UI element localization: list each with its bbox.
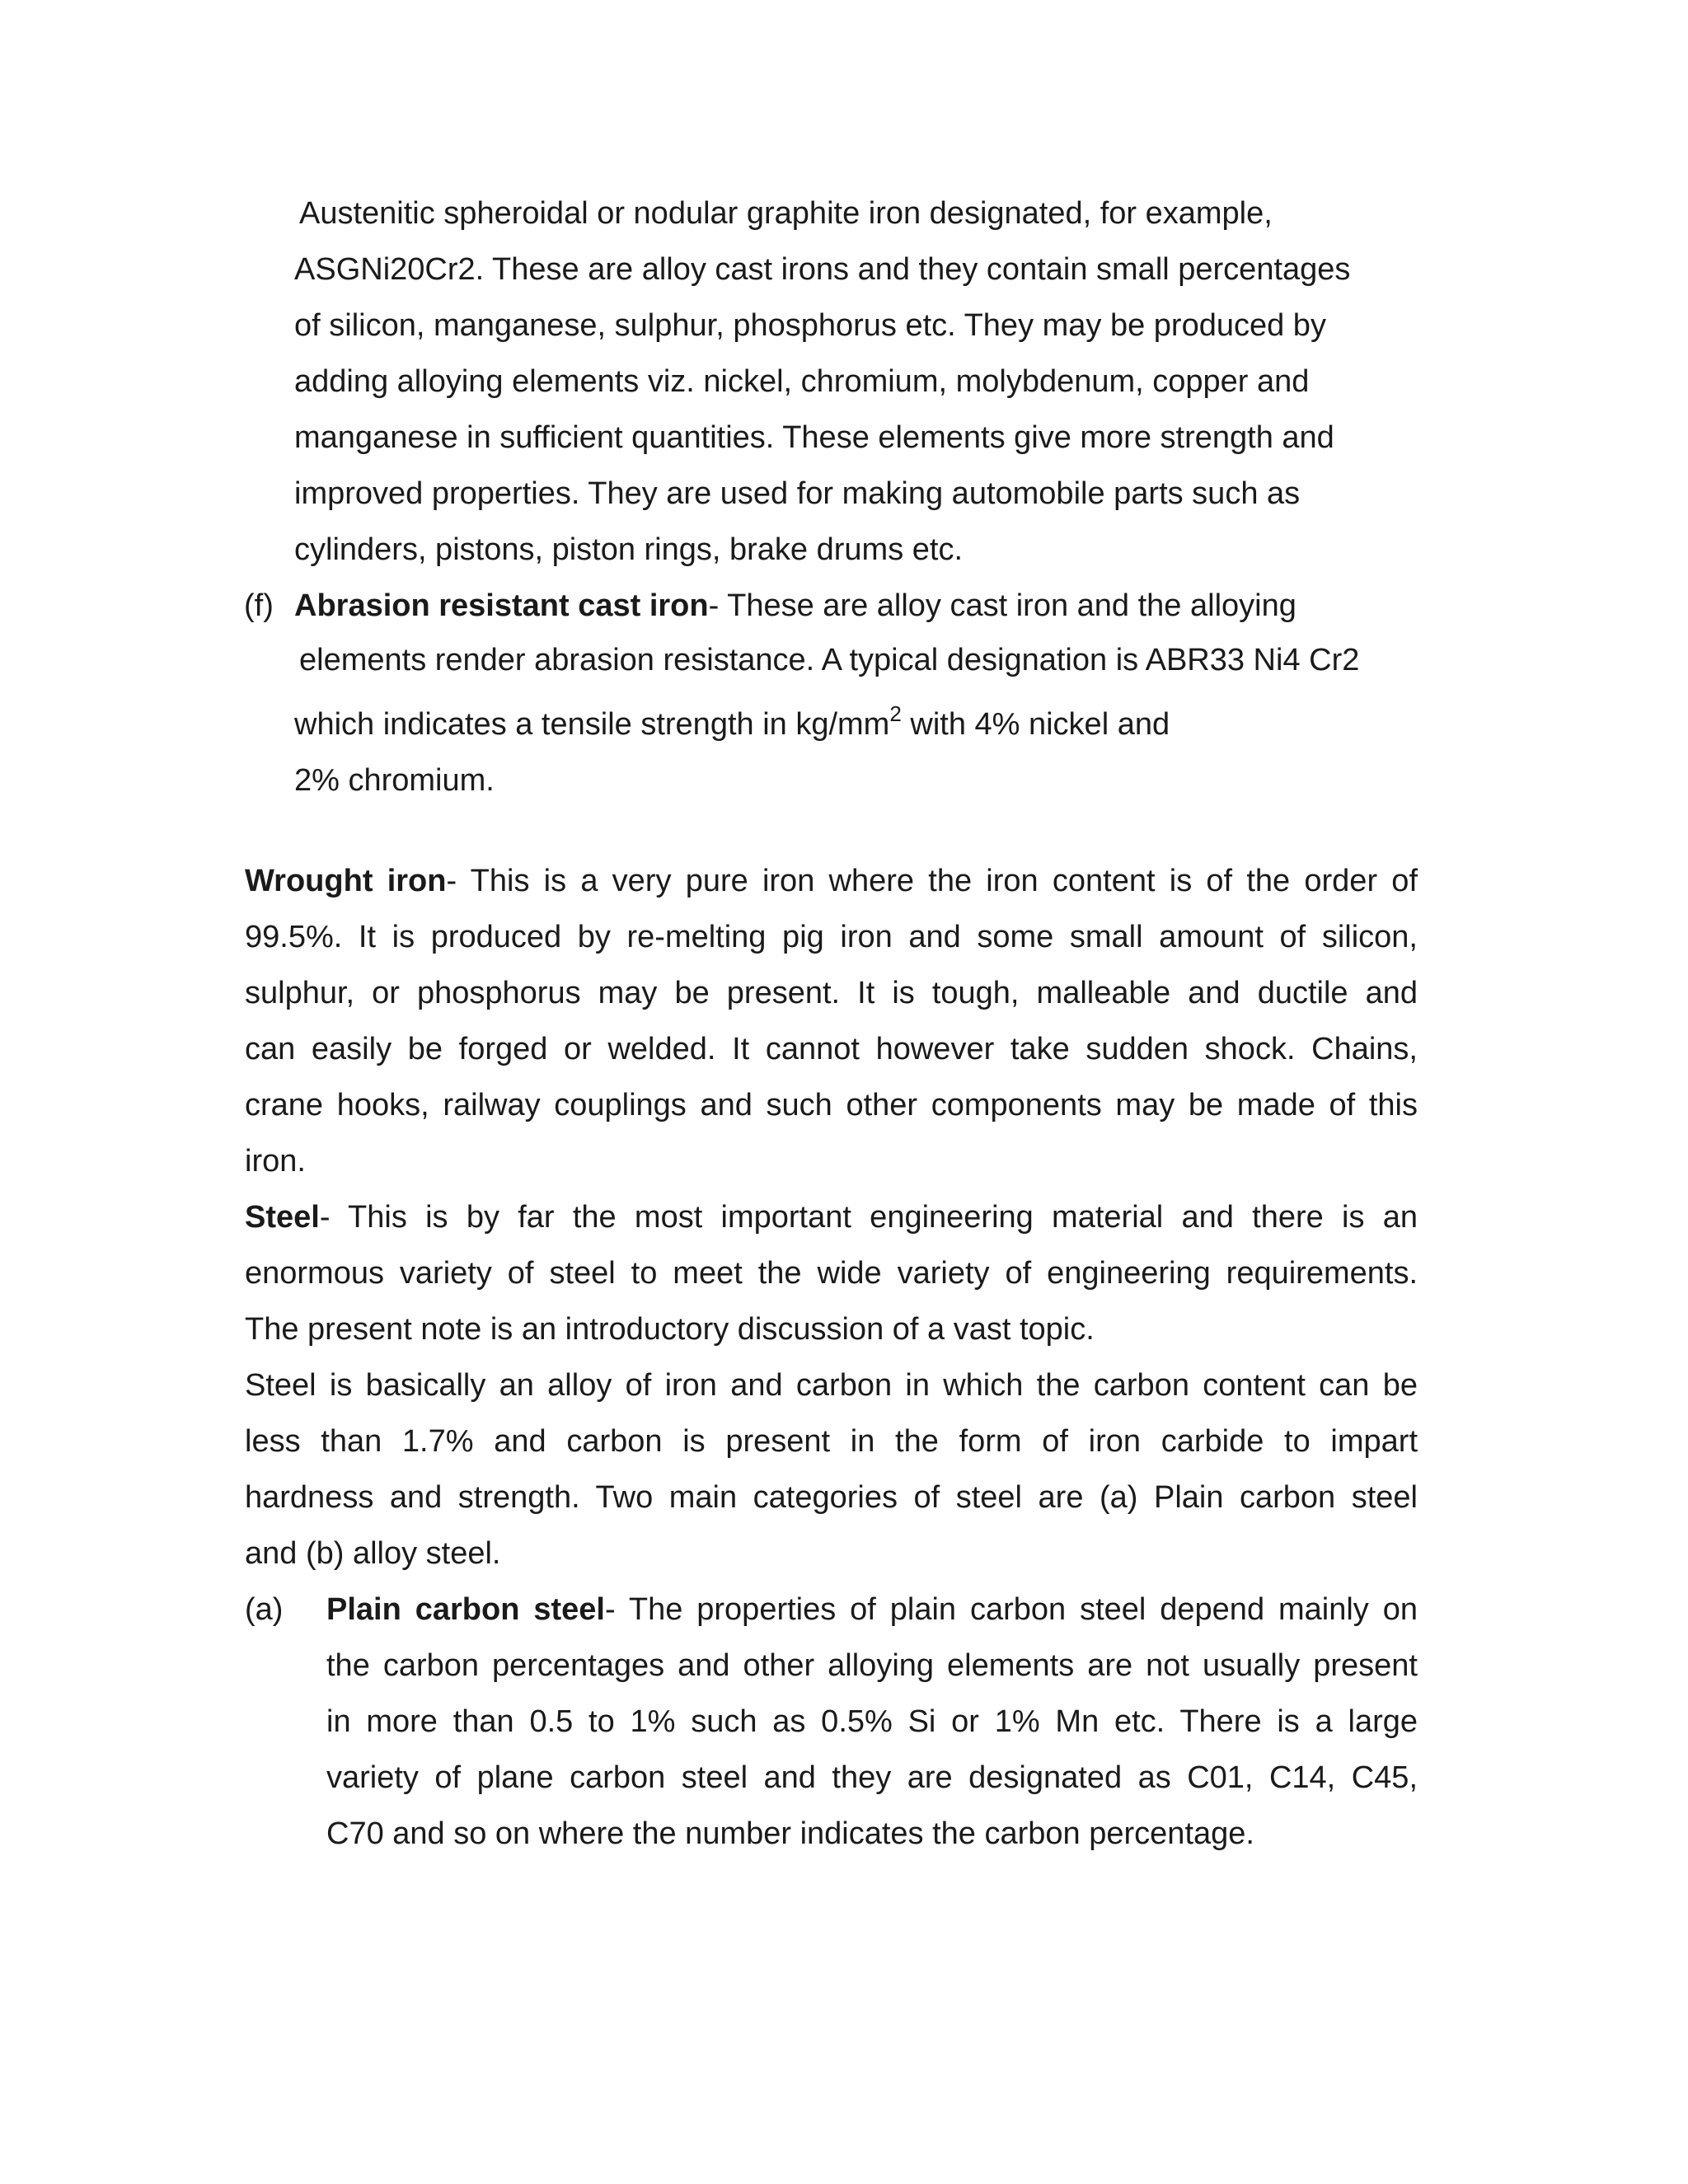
paragraph-line: sulphur, or phosphorus may be present. It is tough, malleable and ductile and bbox=[245, 976, 1418, 1010]
paragraph-line bbox=[245, 862, 1418, 900]
paragraph-line: Steel is basically an alloy of iron and carbon in which the carbon content can be bbox=[245, 1368, 1418, 1403]
paragraph-line bbox=[245, 1198, 1418, 1236]
section-heading: Steel bbox=[245, 1200, 320, 1235]
text-run: with 4% nickel and bbox=[901, 707, 1170, 742]
paragraph-line: cylinders, pistons, piston rings, brake drums etc. bbox=[294, 532, 964, 567]
paragraph-line: Austenitic spheroidal or nodular graphite iron designated, for example, bbox=[299, 196, 1273, 231]
paragraph-line: crane hooks, railway couplings and such other components may be made of this bbox=[245, 1088, 1418, 1122]
paragraph-line: in more than 0.5 to 1% such as 0.5% Si or 1% Mn etc. There is a large bbox=[326, 1704, 1418, 1739]
paragraph-line: enormous variety of steel to meet the wide variety of engineering requirements. bbox=[245, 1256, 1418, 1291]
list-item-heading: Abrasion resistant cast iron bbox=[294, 588, 709, 623]
superscript: 2 bbox=[889, 701, 902, 726]
paragraph-line: improved properties. They are used for making automobile parts such as bbox=[294, 476, 1301, 511]
list-item-heading: Plain carbon steel bbox=[326, 1592, 605, 1627]
paragraph-line: can easily be forged or welded. It cannot however take sudden shock. Chains, bbox=[245, 1032, 1418, 1066]
paragraph-line: hardness and strength. Two main categories of steel are (a) Plain carbon steel bbox=[245, 1480, 1418, 1515]
text-run: - This is by far the most important engineering material and there is an bbox=[319, 1200, 1418, 1235]
paragraph-line: elements render abrasion resistance. A typical designation is ABR33 Ni4 Cr2 bbox=[299, 643, 1360, 677]
paragraph-line: 2% chromium. bbox=[294, 763, 495, 798]
list-item-a-line bbox=[326, 1591, 1418, 1629]
paragraph-line: manganese in sufficient quantities. These elements give more strength and bbox=[294, 420, 1334, 455]
paragraph-line: variety of plane carbon steel and they are designated as C01, C14, C45, bbox=[326, 1760, 1418, 1795]
list-marker: (a) bbox=[245, 1592, 284, 1627]
list-item-text: - The properties of plain carbon steel depend mainly on bbox=[604, 1592, 1418, 1627]
paragraph-line: C70 and so on where the number indicates the carbon percentage. bbox=[326, 1816, 1254, 1851]
paragraph-line: ASGNi20Cr2. These are alloy cast irons and they contain small percentages bbox=[294, 252, 1351, 287]
paragraph-line bbox=[294, 701, 1170, 743]
section-heading: Wrought iron bbox=[245, 864, 447, 898]
paragraph-line: less than 1.7% and carbon is present in the form of iron carbide to impart bbox=[245, 1424, 1418, 1459]
list-item-f-line bbox=[294, 587, 1296, 625]
paragraph-line: the carbon percentages and other alloying elements are not usually present bbox=[326, 1648, 1418, 1683]
list-item-text: - These are alloy cast iron and the alloying bbox=[708, 588, 1296, 623]
paragraph-line: of silicon, manganese, sulphur, phosphorus etc. They may be produced by bbox=[294, 308, 1326, 343]
text-run: which indicates a tensile strength in kg/mm bbox=[294, 707, 890, 742]
paragraph-line: adding alloying elements viz. nickel, chromium, molybdenum, copper and bbox=[294, 364, 1310, 399]
paragraph-line: and (b) alloy steel. bbox=[245, 1536, 501, 1571]
paragraph-line: The present note is an introductory discussion of a vast topic. bbox=[245, 1312, 1095, 1347]
paragraph-line: 99.5%. It is produced by re-melting pig iron and some small amount of silicon, bbox=[245, 920, 1418, 954]
list-marker: (f) bbox=[244, 588, 274, 623]
text-run: - This is a very pure iron where the iron content is of the order of bbox=[446, 864, 1418, 898]
paragraph-line: iron. bbox=[245, 1144, 306, 1179]
